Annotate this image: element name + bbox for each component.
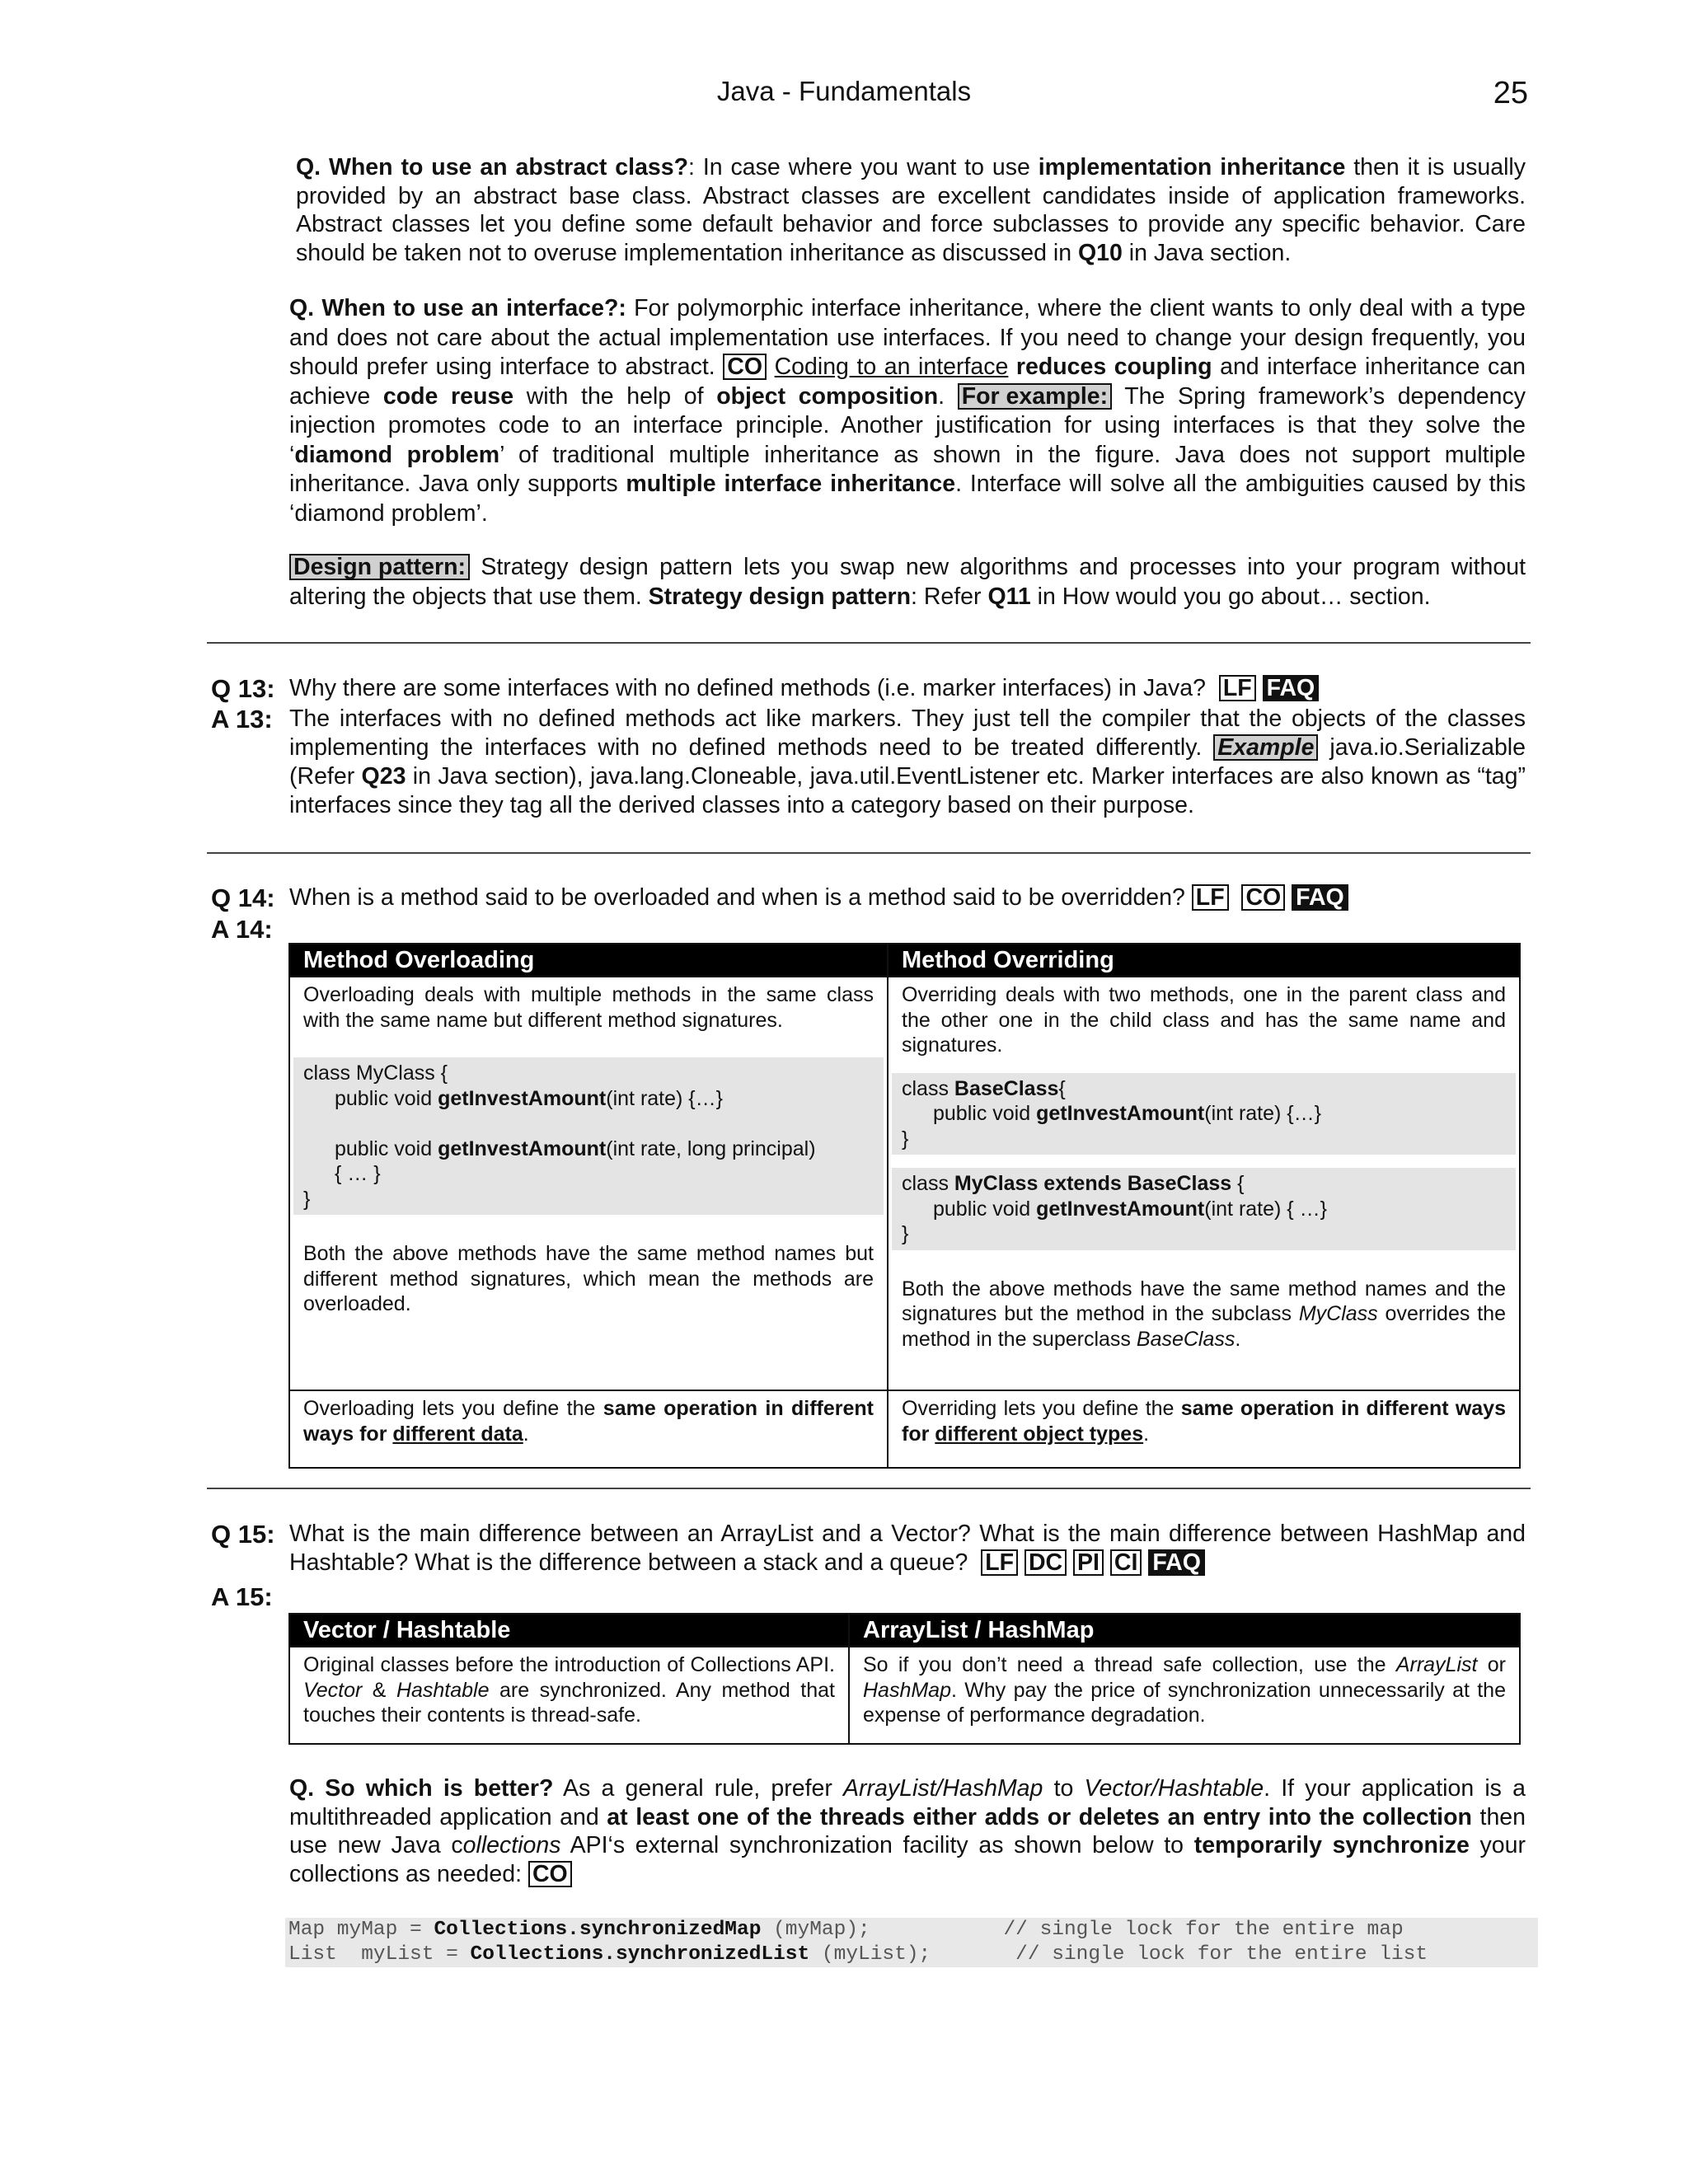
code-block: class MyClass { public void getInvestAmount(int rate) {…} public void getInvestAmount(int rate, long principal) { … } }: [293, 1057, 884, 1215]
code-line: Map myMap = Collections.synchronizedMap (myMap); // single lock for the entire map: [288, 1919, 1404, 1941]
tag-example: Example: [1213, 734, 1318, 761]
q15-label: Q 15:: [211, 1520, 275, 1549]
code-block: class BaseClass{ public void getInvestAmount(int rate) {…} }: [892, 1073, 1516, 1155]
tag-ci: CI: [1110, 1549, 1142, 1576]
tag-lf: LF: [981, 1549, 1018, 1576]
tag-co: CO: [1241, 884, 1285, 911]
tag-lf: LF: [1219, 675, 1256, 701]
interface-question: Q. When to use an interface?:: [289, 295, 626, 321]
tag-dc: DC: [1025, 1549, 1067, 1576]
tag-design-pattern: Design pattern:: [289, 554, 470, 580]
q14-question: When is a method said to be overloaded and when is a method said to be overridden? LF CO FAQ: [289, 883, 1526, 912]
table-header: ArrayList / HashMap: [849, 1614, 1520, 1647]
tag-faq: FAQ: [1263, 675, 1320, 701]
q15-question: What is the main difference between an ArrayList and a Vector? What is the main difference between HashMap and Hashtable? What is the difference between a stack and a queue? LF DC PI CI FAQ: [289, 1521, 1526, 1576]
which-is-better-paragraph: Q. So which is better? As a general rule, prefer ArrayList/HashMap to Vector/Hashtable. If your application is a multithreaded application and at least one of the threads either adds or deletes an entry into the collection then use new Java collections API‘s external synchronization facility as shown below to temporarily synchronize your collections as needed: CO: [289, 1775, 1526, 1887]
overriding-summary: Overriding lets you define the same operation in different ways for different object types.: [888, 1390, 1520, 1468]
page-header-title: Java - Fundamentals: [716, 76, 972, 106]
arraylist-cell: So if you don’t need a thread safe collection, use the ArrayList or HashMap. Why pay the price of synchronization unnecessarily at the expense of performance degradation.: [849, 1647, 1520, 1744]
a14-label: A 14:: [211, 915, 273, 944]
table-header: Method Overloading: [289, 944, 888, 977]
table-header: Method Overriding: [888, 944, 1520, 977]
tag-lf: LF: [1192, 884, 1229, 911]
divider: [207, 852, 1531, 854]
q13-label: Q 13:: [211, 674, 275, 703]
a13-answer: The interfaces with no defined methods act like markers. They just tell the compiler that the objects of the classes implementing the interfaces with no defined methods need to be treated differently. Example java.io.Serializable (Refer Q23 in Java section), java.lang.Cloneable, java.util.EventListener etc. Marker interfaces are also known as “tag” interfaces since they tag all the derived classes into a category based on their purpose.: [289, 705, 1526, 818]
interface-paragraph: Q. When to use an interface?: For polymorphic interface inheritance, where the client wants to only deal with a type and does not care about the actual implementation use interfaces. If you need to change your design frequently, you should prefer using interface to abstract. CO Coding to an interface reduces coupling and interface inheritance can achieve code reuse with the help of object composition. For example: The Spring framework’s dependency injection promotes code to an interface principle. Another justification for using interfaces is that they solve the ‘diamond problem’ of traditional multiple inheritance as shown in the figure. Java does not support multiple inheritance. Java only supports multiple interface inheritance. Interface will solve all the ambiguities caused by this ‘diamond problem’.: [289, 295, 1526, 527]
tag-co: CO: [723, 354, 767, 380]
tag-faq: FAQ: [1292, 884, 1348, 911]
abstract-class-paragraph: Q. When to use an abstract class?: In case where you want to use implementation inheritance then it is usually provided by an abstract base class. Abstract classes are excellent candidates inside of application frameworks. Abstract classes let you define some default behavior and force subclasses to provide any specific behavior. Care should be taken not to overuse implementation inheritance as discussed in Q10 in Java section.: [296, 154, 1526, 266]
code-block: class MyClass extends BaseClass { public void getInvestAmount(int rate) { …} }: [892, 1168, 1516, 1250]
divider: [207, 642, 1531, 644]
vector-arraylist-table: [288, 1613, 1521, 1745]
abstract-question: Q. When to use an abstract class?: [296, 154, 689, 180]
q14-label: Q 14:: [211, 883, 275, 912]
q13-question: Why there are some interfaces with no defined methods (i.e. marker interfaces) in Java? LF FAQ: [289, 674, 1526, 703]
a13-label: A 13:: [211, 705, 273, 733]
synchronized-code-block: [285, 1918, 1538, 1967]
a15-label: A 15:: [211, 1582, 273, 1611]
tag-co: CO: [528, 1861, 572, 1887]
page-number: 25: [1493, 76, 1528, 110]
overriding-cell: Overriding deals with two methods, one in the parent class and the other one in the child class and has the same name and signatures. class BaseClass{ public void getInvestAmount(int rate) {…} } class MyClass extends BaseClass { public void getInvestAmount(int rate) { …} } Both the above methods have the same method names and the signatures but the method in the subclass MyClass overrides the method in the superclass BaseClass.: [888, 977, 1520, 1390]
vector-cell: Original classes before the introduction of Collections API. Vector & Hashtable are synchronized. Any method that touches their contents is thread-safe.: [289, 1647, 849, 1744]
divider: [207, 1488, 1531, 1489]
tag-pi: PI: [1073, 1549, 1104, 1576]
overloading-overriding-table: [288, 943, 1521, 1469]
design-pattern-paragraph: Design pattern: Strategy design pattern lets you swap new algorithms and processes into your program without altering the objects that use them. Strategy design pattern: Refer Q11 in How would you go about… section.: [289, 554, 1526, 610]
tag-faq: FAQ: [1148, 1549, 1205, 1576]
tag-for-example: For example:: [958, 383, 1112, 410]
overloading-cell: Overloading deals with multiple methods in the same class with the same name but different method signatures. class MyClass { public void getInvestAmount(int rate) {…} public void getInvestAmount(int rate, long principal) { … } } Both the above methods have the same method names but different method signatures, which mean the methods are overloaded.: [289, 977, 888, 1390]
overloading-summary: Overloading lets you define the same operation in different ways for different data.: [289, 1390, 888, 1468]
code-line: List myList = Collections.synchronizedList (myList); // single lock for the entire list: [288, 1943, 1428, 1966]
table-header: Vector / Hashtable: [289, 1614, 849, 1647]
